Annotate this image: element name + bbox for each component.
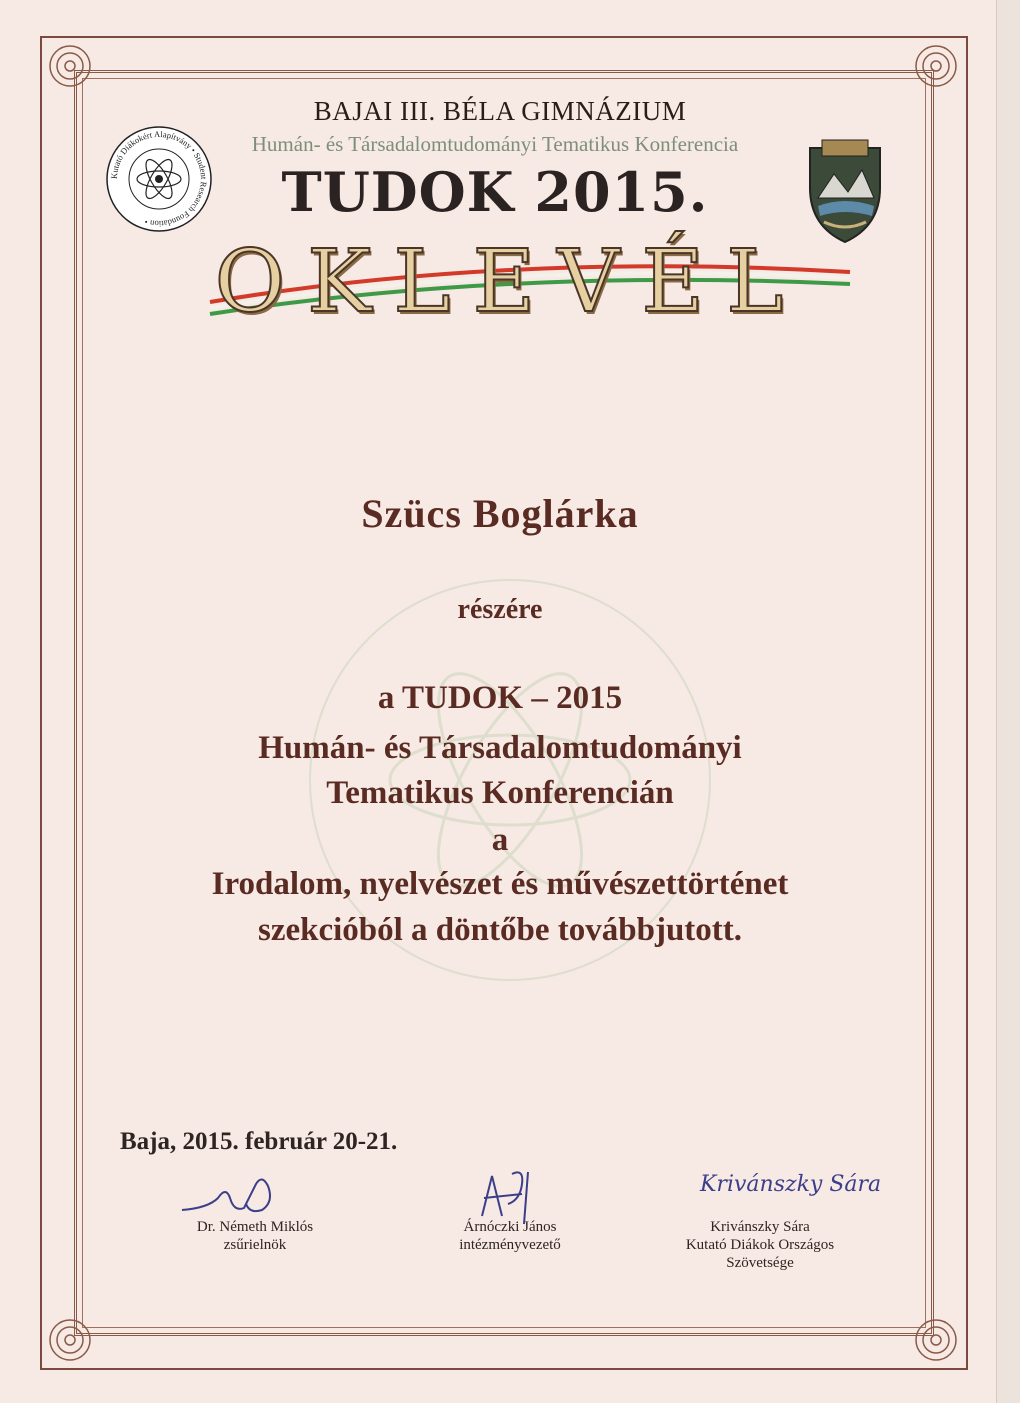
signature-block-2 — [410, 1218, 610, 1254]
signer-3-role: Kutató Diákok Országos — [685, 1237, 835, 1253]
corner-ornament-bottom-left — [48, 1318, 92, 1362]
body-line-6: szekcióból a döntőbe továbbjutott. — [257, 912, 743, 948]
school-name: BAJAI III. BÉLA GIMNÁZIUM — [313, 96, 687, 126]
corner-ornament-top-left — [48, 44, 92, 88]
issue-date: Baja, 2015. február 20-21. — [120, 1128, 398, 1155]
body-line-5: Irodalom, nyelvészet és művészettörténet — [211, 866, 789, 902]
seal-ring-text: Kutató Diákokért Alapítvány • Student Research Foundation • — [108, 128, 210, 230]
body-line-4: a — [491, 822, 509, 858]
signature-3-handwriting: Krivánszky Sára — [700, 1172, 882, 1197]
signer-2-role: intézményvezető — [459, 1237, 561, 1253]
recipient-name: Szücs Boglárka — [361, 491, 639, 536]
signer-1-name: Dr. Németh Miklós — [196, 1219, 314, 1235]
signer-3-role-2: Szövetsége — [726, 1255, 794, 1271]
signer-2-name: Árnóczki János — [463, 1219, 557, 1235]
atom-seal-icon — [104, 124, 214, 234]
signer-1-role: zsűrielnök — [223, 1237, 287, 1253]
signature-block-1 — [150, 1218, 360, 1254]
body-line-1: a TUDOK – 2015 — [377, 680, 623, 716]
recipient-for: részére — [457, 594, 543, 625]
school-crest-icon — [804, 136, 886, 246]
body-line-2: Humán- és Társadalomtudományi — [258, 730, 742, 766]
diploma-title-block — [150, 232, 870, 342]
event-title: TUDOK 2015. — [281, 160, 709, 224]
signer-3-name: Krivánszky Sára — [710, 1219, 810, 1235]
body-line-3: Tematikus Konferencián — [326, 775, 674, 811]
corner-ornament-top-right — [914, 44, 958, 88]
corner-ornament-bottom-right — [914, 1318, 958, 1362]
conference-name: Humán- és Társadalomtudományi Tematikus Konferencia — [251, 132, 739, 156]
diploma-title: OKLEVÉL — [214, 232, 806, 332]
signature-block-3 — [640, 1218, 880, 1272]
